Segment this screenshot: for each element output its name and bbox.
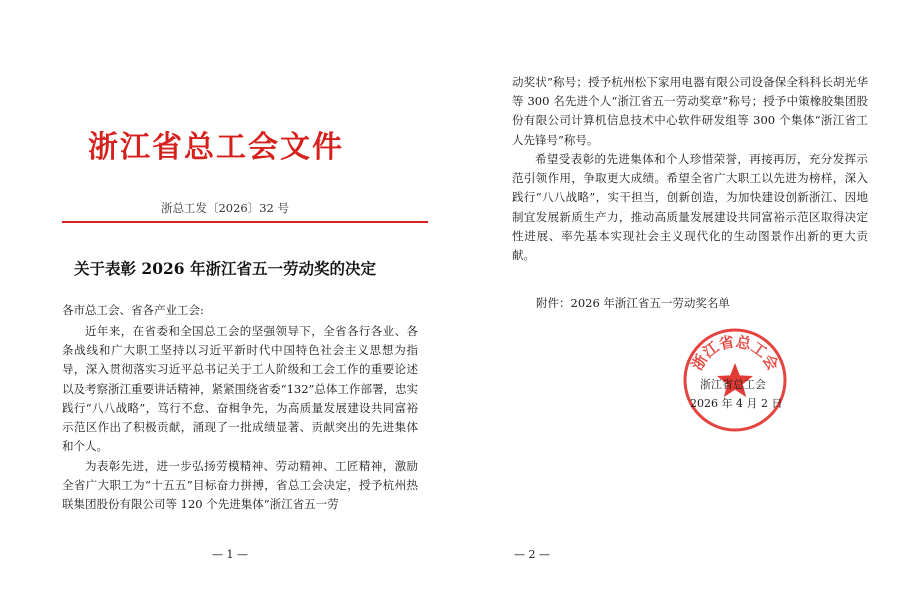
signing-date: 2026 年 4 月 2 日 (690, 397, 783, 410)
document-header-title: 浙江省总工会文件 (88, 130, 344, 165)
signer-organization: 浙江省总工会 (700, 378, 766, 391)
decision-title: 关于表彰 2026 年浙江省五一劳动奖的决定 (74, 259, 376, 278)
body-paragraph-continuation: 动奖状”称号；授予杭州松下家用电器有限公司设备保全科科长胡光华等 300 名先进个人“浙江省五一劳动奖章”称号；授予中策橡胶集团股份有限公司计算机信息技术中心软件研发组等 300 个集体“浙江省工人先锋号”称号。 (512, 75, 868, 147)
document-number: 浙总工发〔2026〕32 号 (160, 201, 290, 215)
red-divider-line (62, 221, 428, 223)
body-paragraph-1: 近年来，在省委和全国总工会的坚强领导下，全省各行各业、各条战线和广大职工坚持以习近平新时代中国特色社会主义思想为指导，深入贯彻落实习近平总书记关于工人阶级和工会工作的重要论述以及考察浙江重要讲话精神，紧紧围绕省委“132”总体工作部署，忠实践行“八八战略”，笃行不怠、奋楫争先，为高质量发展建设共同富裕示范区作出了积极贡献，涌现了一批成绩显著、贡献突出的先进集体和个人。 (62, 324, 418, 454)
seal-arc-text: 浙江省总工会 (687, 332, 783, 374)
page-2 (450, 0, 900, 593)
page-number: — 1 — (212, 548, 248, 561)
body-paragraph-2: 为表彰先进，进一步弘扬劳模精神、劳动精神、工匠精神，激励全省广大职工为“十五五”目标奋力拼搏，省总工会决定，授予杭州热联集团股份有限公司等 120 个先进集体“浙江省五一劳 (62, 459, 418, 512)
body-paragraph-3: 希望受表彰的先进集体和个人珍惜荣誉，再接再厉，充分发挥示范引领作用，争取更大成绩。希望全省广大职工以先进为榜样，深入践行“八八战略”，实干担当，创新创造，为加快建设创新浙江、因地制宜发展新质生产力，推动高质量发展建设共同富裕示范区取得决定性进展、率先基本实现社会主义现代化的生动图景作出新的更大贡献。 (512, 152, 868, 263)
salutation: 各市总工会、省各产业工会: (62, 303, 204, 317)
page-number: — 2 — (514, 548, 550, 561)
attachment-line: 附件：2026 年浙江省五一劳动奖名单 (536, 296, 730, 310)
